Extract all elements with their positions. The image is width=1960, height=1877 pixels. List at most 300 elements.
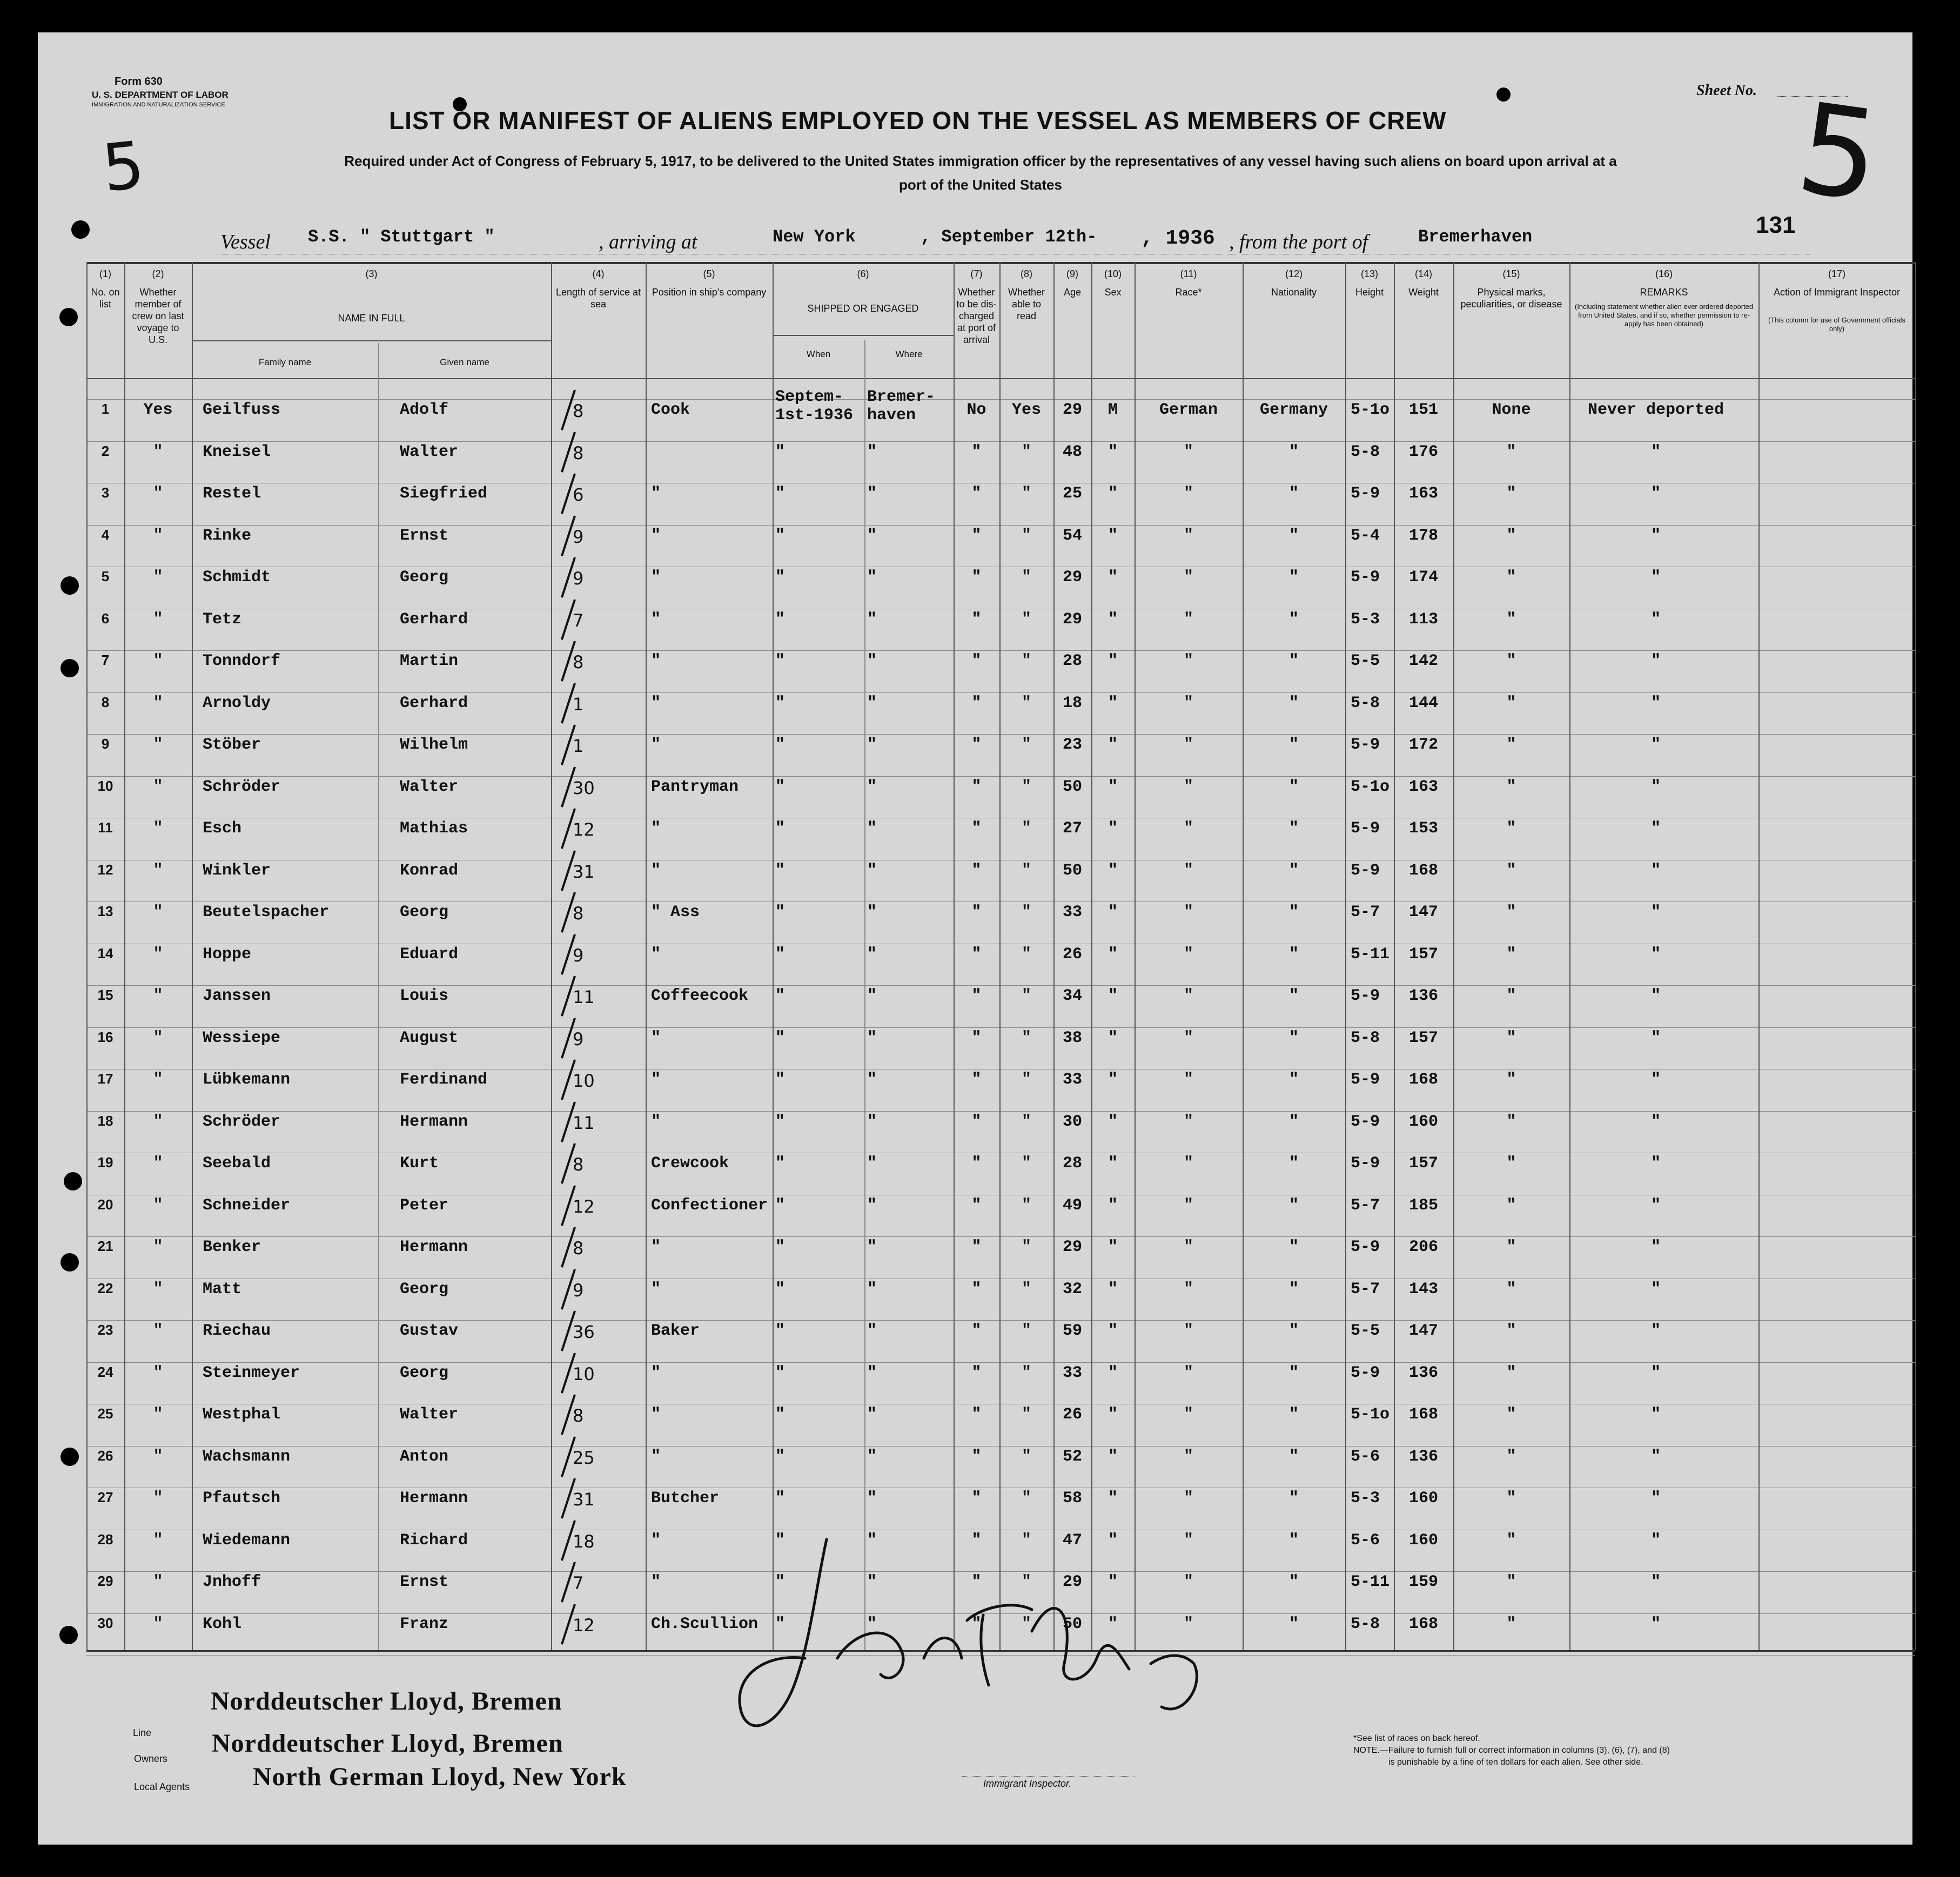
- cell-where: ": [867, 1280, 877, 1299]
- cell-prev: ": [153, 1531, 163, 1550]
- column-header: Height: [1355, 287, 1384, 298]
- cell-nationality: ": [1288, 862, 1299, 880]
- cell-race: ": [1183, 1196, 1193, 1215]
- races-note: *See list of races on back hereof.: [1353, 1734, 1480, 1743]
- cell-age: 34: [1062, 987, 1082, 1005]
- column-rule: [1091, 262, 1092, 1650]
- cell-sex: ": [1107, 1573, 1118, 1591]
- row-rule: [86, 1027, 1915, 1028]
- cell-marks: ": [1506, 1071, 1516, 1089]
- cell-read: ": [1021, 819, 1031, 838]
- cell-weight: 206: [1408, 1238, 1438, 1256]
- cell-prev: ": [153, 485, 163, 503]
- row-rule: [86, 776, 1915, 777]
- cell-age: 48: [1062, 443, 1082, 461]
- column-number: (8): [1021, 268, 1032, 279]
- stamp-agents: North German Lloyd, New York: [253, 1762, 627, 1791]
- column-rule: [1569, 262, 1570, 1650]
- cell-race: ": [1183, 987, 1193, 1005]
- cell-age: 27: [1062, 819, 1082, 838]
- cell-age: 18: [1062, 694, 1082, 712]
- cell-age: 49: [1062, 1196, 1082, 1215]
- cell-age: 47: [1062, 1531, 1082, 1550]
- cell-when: ": [775, 903, 786, 921]
- cell-given: Anton: [400, 1448, 449, 1466]
- cell-family: Schröder: [203, 778, 281, 796]
- cell-race: ": [1183, 610, 1193, 629]
- cell-given: Georg: [400, 568, 449, 587]
- column-number: (10): [1104, 268, 1122, 279]
- cell-where: ": [867, 1489, 877, 1508]
- cell-remarks: ": [1650, 1405, 1661, 1424]
- cell-marks: ": [1506, 1280, 1516, 1299]
- cell-family: Esch: [203, 819, 242, 838]
- cell-prev: ": [153, 1489, 163, 1508]
- cell-service: 12: [573, 1196, 595, 1217]
- cell-read: ": [1021, 610, 1031, 629]
- cell-sex: ": [1107, 736, 1118, 754]
- signature-text: John F. Wright, Insp: [729, 1523, 734, 1524]
- column-rule: [999, 262, 1001, 1650]
- shipped-when-header: When: [806, 349, 831, 359]
- subtitle-line2: port of the United States: [899, 177, 1062, 193]
- cell-marks: ": [1506, 778, 1516, 796]
- subtitle-line1: Required under Act of Congress of February 5, 1917, to be delivered to the United States immigration officer by the representatives of any vessel having such aliens on board upon arrival at a: [344, 153, 1617, 169]
- cell-nationality: ": [1288, 1113, 1299, 1131]
- cell-age: 28: [1062, 652, 1082, 670]
- cell-service: 11: [573, 987, 595, 1007]
- cell-prev: ": [153, 1405, 163, 1424]
- cell-read: ": [1021, 1029, 1031, 1047]
- cell-family: Schneider: [203, 1196, 291, 1215]
- cell-prev: ": [153, 610, 163, 629]
- department-name: U. S. DEPARTMENT OF LABOR: [92, 90, 229, 100]
- arriving-label: , arriving at: [599, 231, 697, 253]
- handwritten-sheet-number-left: 5: [98, 127, 148, 207]
- cell-read: ": [1021, 1489, 1031, 1508]
- cell-when: ": [775, 568, 786, 587]
- cell-no: 14: [97, 945, 113, 961]
- cell-service: 8: [573, 401, 584, 421]
- cell-height: 5-7: [1351, 1280, 1380, 1299]
- cell-when: ": [775, 443, 786, 461]
- cell-when: ": [775, 736, 786, 754]
- cell-service: 8: [573, 1154, 584, 1175]
- action-note: (This column for use of Government officials only): [1768, 316, 1906, 333]
- cell-position: " Ass: [651, 903, 700, 921]
- cell-when: ": [775, 1405, 786, 1424]
- cell-prev: ": [153, 903, 163, 921]
- name-split-rule: [378, 343, 379, 1650]
- cell-position: ": [651, 694, 661, 712]
- cell-position: ": [651, 862, 661, 880]
- cell-position: Crewcook: [651, 1154, 729, 1173]
- cell-nationality: ": [1288, 1029, 1299, 1047]
- cell-marks: None: [1492, 401, 1531, 419]
- inspector-label: Immigrant Inspector.: [983, 1778, 1072, 1789]
- cell-where: ": [867, 987, 877, 1005]
- cell-sex: ": [1107, 527, 1118, 545]
- column-rule: [1394, 262, 1395, 1650]
- cell-family: Arnoldy: [203, 694, 271, 712]
- cell-given: Ernst: [400, 527, 449, 545]
- punch-hole: [61, 576, 79, 595]
- cell-where: ": [867, 527, 877, 545]
- cell-discharge: ": [971, 610, 982, 629]
- cell-read: ": [1021, 1196, 1031, 1215]
- cell-where: ": [867, 1196, 877, 1215]
- cell-no: 25: [97, 1405, 113, 1422]
- cell-race: ": [1183, 1113, 1193, 1131]
- cell-marks: ": [1506, 1238, 1516, 1256]
- cell-sex: ": [1107, 903, 1118, 921]
- fine-note-1: NOTE.—Failure to furnish full or correct information in columns (3), (6), (7), and (8): [1353, 1746, 1670, 1755]
- cell-nationality: ": [1288, 1071, 1299, 1089]
- cell-service: 1: [573, 736, 584, 756]
- cell-age: 50: [1062, 862, 1082, 880]
- cell-prev: ": [153, 652, 163, 670]
- cell-height: 5-9: [1351, 1238, 1380, 1256]
- cell-nationality: Germany: [1259, 401, 1328, 419]
- cell-marks: ": [1506, 652, 1516, 670]
- column-header: Whether able to read: [1008, 287, 1045, 321]
- cell-race: ": [1183, 903, 1193, 921]
- cell-discharge: ": [971, 945, 982, 964]
- column-header: REMARKS: [1640, 287, 1688, 298]
- cell-prev: ": [153, 1071, 163, 1089]
- row-rule: [86, 399, 1915, 400]
- column-number: (12): [1285, 268, 1303, 279]
- cell-position: Cook: [651, 401, 690, 419]
- cell-race: ": [1183, 1489, 1193, 1508]
- cell-marks: ": [1506, 736, 1516, 754]
- cell-position: ": [651, 1029, 661, 1047]
- cell-race: ": [1183, 1573, 1193, 1591]
- cell-discharge: ": [971, 1573, 982, 1591]
- cell-marks: ": [1506, 1615, 1516, 1633]
- cell-remarks: ": [1650, 1489, 1661, 1508]
- cell-given: Ernst: [400, 1573, 449, 1591]
- cell-service: 25: [573, 1448, 595, 1468]
- cell-family: Rinke: [203, 527, 252, 545]
- cell-family: Benker: [203, 1238, 261, 1256]
- cell-no: 18: [97, 1113, 113, 1129]
- cell-weight: 142: [1408, 652, 1438, 670]
- cell-when: ": [775, 987, 786, 1005]
- punch-hole: [59, 1626, 78, 1644]
- cell-when: ": [775, 1322, 786, 1340]
- cell-service: 36: [573, 1322, 595, 1342]
- cell-sex: ": [1107, 1405, 1118, 1424]
- cell-given: Wilhelm: [400, 736, 468, 754]
- cell-when: ": [775, 1573, 786, 1591]
- cell-where: ": [867, 862, 877, 880]
- cell-prev: ": [153, 694, 163, 712]
- cell-sex: ": [1107, 1113, 1118, 1131]
- cell-remarks: ": [1650, 736, 1661, 754]
- cell-read: Yes: [1011, 401, 1041, 419]
- cell-age: 29: [1062, 1238, 1082, 1256]
- column-number: (11): [1180, 268, 1197, 279]
- column-header: Race*: [1175, 287, 1202, 298]
- column-rule: [954, 262, 955, 1650]
- cell-prev: ": [153, 778, 163, 796]
- header-bottom-rule: [86, 378, 1915, 379]
- cell-marks: ": [1506, 1029, 1516, 1047]
- cell-discharge: ": [971, 1196, 982, 1215]
- cell-service: 7: [573, 610, 584, 631]
- column-rule: [1053, 262, 1055, 1650]
- cell-age: 29: [1062, 401, 1082, 419]
- cell-position: ": [651, 652, 661, 670]
- cell-prev: Yes: [143, 401, 173, 419]
- cell-discharge: ": [971, 1531, 982, 1550]
- cell-read: ": [1021, 1238, 1031, 1256]
- column-number: (1): [99, 268, 111, 279]
- cell-given: Eduard: [400, 945, 459, 964]
- cell-no: 11: [98, 819, 113, 836]
- cell-marks: ": [1506, 1448, 1516, 1466]
- column-header: Whether to be dis-charged at port of arrival: [956, 287, 997, 345]
- cell-when: ": [775, 1280, 786, 1299]
- cell-read: ": [1021, 1364, 1031, 1382]
- cell-remarks: ": [1650, 694, 1661, 712]
- handwritten-sheet-number-right: 5: [1789, 76, 1888, 230]
- cell-discharge: ": [971, 1154, 982, 1173]
- given-name-header: Given name: [440, 357, 489, 367]
- cell-no: 5: [101, 568, 110, 584]
- cell-height: 5-8: [1351, 1615, 1380, 1633]
- cell-age: 32: [1062, 1280, 1082, 1299]
- cell-height: 5-9: [1351, 485, 1380, 503]
- cell-service: 1: [573, 694, 584, 715]
- cell-age: 33: [1062, 903, 1082, 921]
- cell-when: ": [775, 694, 786, 712]
- cell-given: Kurt: [400, 1154, 439, 1173]
- column-header: NAME IN FULL: [338, 313, 405, 324]
- cell-given: Adolf: [400, 401, 449, 419]
- cell-sex: ": [1107, 443, 1118, 461]
- cell-sex: ": [1107, 1071, 1118, 1089]
- cell-age: 28: [1062, 1154, 1082, 1173]
- stamp-owners: Norddeutscher Lloyd, Bremen: [212, 1729, 563, 1758]
- cell-nationality: ": [1288, 527, 1299, 545]
- cell-race: ": [1183, 862, 1193, 880]
- cell-no: 15: [97, 987, 113, 1003]
- cell-remarks: ": [1650, 1029, 1661, 1047]
- cell-age: 58: [1062, 1489, 1082, 1508]
- punch-hole: [64, 1172, 82, 1190]
- cell-weight: 159: [1408, 1573, 1438, 1591]
- cell-height: 5-9: [1351, 987, 1380, 1005]
- cell-service: 8: [573, 652, 584, 672]
- cell-given: Gerhard: [400, 610, 468, 629]
- cell-weight: 157: [1408, 1029, 1438, 1047]
- cell-where: ": [867, 568, 877, 587]
- cell-weight: 178: [1408, 527, 1438, 545]
- cell-read: ": [1021, 1405, 1031, 1424]
- cell-remarks: ": [1650, 1113, 1661, 1131]
- cell-position: ": [651, 485, 661, 503]
- cell-where: ": [867, 1238, 877, 1256]
- cell-nationality: ": [1288, 1573, 1299, 1591]
- cell-remarks: ": [1650, 945, 1661, 964]
- cell-prev: ": [153, 443, 163, 461]
- cell-race: ": [1183, 1405, 1193, 1424]
- cell-height: 5-1o: [1351, 778, 1390, 796]
- cell-when: ": [775, 945, 786, 964]
- cell-no: 20: [97, 1196, 113, 1213]
- cell-marks: ": [1506, 610, 1516, 629]
- column-rule: [1758, 262, 1760, 1650]
- cell-no: 23: [97, 1322, 113, 1338]
- from-label: , from the port of: [1229, 231, 1368, 253]
- cell-remarks: ": [1650, 1448, 1661, 1466]
- cell-marks: ": [1506, 527, 1516, 545]
- column-header: No. on list: [91, 287, 120, 310]
- cell-weight: 172: [1408, 736, 1438, 754]
- cell-no: 28: [97, 1531, 113, 1548]
- cell-family: Jnhoff: [203, 1573, 261, 1591]
- cell-family: Kneisel: [203, 443, 271, 461]
- cell-sex: ": [1107, 987, 1118, 1005]
- cell-when: ": [775, 1238, 786, 1256]
- cell-prev: ": [153, 1448, 163, 1466]
- column-number: (15): [1502, 268, 1520, 279]
- cell-age: 26: [1062, 1405, 1082, 1424]
- cell-service: 8: [573, 1238, 584, 1259]
- cell-where: ": [867, 610, 877, 629]
- cell-read: ": [1021, 1113, 1031, 1131]
- cell-nationality: ": [1288, 987, 1299, 1005]
- cell-position: ": [651, 1405, 661, 1424]
- cell-where: ": [867, 1154, 877, 1173]
- cell-remarks: Never deported: [1587, 401, 1724, 419]
- cell-height: 5-6: [1351, 1531, 1380, 1550]
- cell-remarks: ": [1650, 1531, 1661, 1550]
- cell-remarks: ": [1650, 778, 1661, 796]
- cell-position: ": [651, 1113, 661, 1131]
- cell-height: 5-8: [1351, 1029, 1380, 1047]
- column-header: SHIPPED OR ENGAGED: [807, 303, 919, 314]
- agents-label: Local Agents: [134, 1781, 190, 1792]
- cell-given: Martin: [400, 652, 459, 670]
- cell-read: ": [1021, 527, 1031, 545]
- column-number: (9): [1066, 268, 1078, 279]
- cell-prev: ": [153, 1364, 163, 1382]
- column-rule: [1453, 262, 1454, 1650]
- cell-family: Wiedemann: [203, 1531, 291, 1550]
- cell-discharge: ": [971, 987, 982, 1005]
- cell-marks: ": [1506, 485, 1516, 503]
- cell-nationality: ": [1288, 485, 1299, 503]
- cell-race: ": [1183, 1238, 1193, 1256]
- cell-when: ": [775, 1154, 786, 1173]
- cell-nationality: ": [1288, 1154, 1299, 1173]
- cell-position: Confectioner: [651, 1196, 768, 1215]
- cell-age: 29: [1062, 610, 1082, 629]
- column-number: (17): [1828, 268, 1845, 279]
- row-rule: [86, 1236, 1915, 1237]
- cell-nationality: ": [1288, 1280, 1299, 1299]
- cell-weight: 157: [1408, 945, 1438, 964]
- cell-remarks: ": [1650, 903, 1661, 921]
- cell-given: Franz: [400, 1615, 449, 1633]
- column-number: (6): [857, 268, 869, 279]
- cell-weight: 176: [1408, 443, 1438, 461]
- cell-discharge: ": [971, 736, 982, 754]
- cell-when: ": [775, 819, 786, 838]
- cell-nationality: ": [1288, 1196, 1299, 1215]
- cell-marks: ": [1506, 819, 1516, 838]
- cell-remarks: ": [1650, 527, 1661, 545]
- cell-remarks: ": [1650, 1615, 1661, 1633]
- cell-when: ": [775, 1029, 786, 1047]
- cell-family: Pfautsch: [203, 1489, 281, 1508]
- cell-nationality: ": [1288, 652, 1299, 670]
- fine-note-2: is punishable by a fine of ten dollars for each alien. See other side.: [1388, 1758, 1643, 1767]
- row-rule: [86, 734, 1915, 735]
- cell-race: ": [1183, 652, 1193, 670]
- owners-label: Owners: [134, 1753, 168, 1764]
- cell-nationality: ": [1288, 1448, 1299, 1466]
- cell-weight: 168: [1408, 1615, 1438, 1633]
- cell-sex: ": [1107, 1364, 1118, 1382]
- shipped-split-rule: [864, 340, 865, 1650]
- cell-read: ": [1021, 1071, 1031, 1089]
- cell-discharge: ": [971, 778, 982, 796]
- cell-read: ": [1021, 568, 1031, 587]
- cell-age: 50: [1062, 778, 1082, 796]
- cell-weight: 153: [1408, 819, 1438, 838]
- cell-when: ": [775, 1448, 786, 1466]
- cell-discharge: ": [971, 527, 982, 545]
- cell-marks: ": [1506, 568, 1516, 587]
- cell-weight: 157: [1408, 1154, 1438, 1173]
- cell-where: ": [867, 1405, 877, 1424]
- cell-marks: ": [1506, 694, 1516, 712]
- column-number: (7): [970, 268, 983, 279]
- cell-given: Louis: [400, 987, 449, 1005]
- cell-marks: ": [1506, 1113, 1516, 1131]
- cell-family: Restel: [203, 485, 261, 503]
- cell-remarks: ": [1650, 862, 1661, 880]
- cell-age: 59: [1062, 1322, 1082, 1340]
- cell-age: 38: [1062, 1029, 1082, 1047]
- cell-no: 2: [101, 443, 110, 459]
- column-rule: [124, 262, 125, 1650]
- cell-discharge: ": [971, 1322, 982, 1340]
- cell-discharge: ": [971, 819, 982, 838]
- cell-discharge: ": [971, 568, 982, 587]
- cell-position: ": [651, 610, 661, 629]
- cell-when: ": [775, 1489, 786, 1508]
- cell-sex: ": [1107, 694, 1118, 712]
- cell-position: ": [651, 568, 661, 587]
- cell-family: Seebald: [203, 1154, 271, 1173]
- cell-age: 54: [1062, 527, 1082, 545]
- cell-race: ": [1183, 945, 1193, 964]
- cell-height: 5-11: [1351, 1573, 1390, 1591]
- cell-family: Kohl: [203, 1615, 242, 1633]
- cell-where: ": [867, 903, 877, 921]
- cell-discharge: ": [971, 443, 982, 461]
- cell-nationality: ": [1288, 610, 1299, 629]
- cell-height: 5-9: [1351, 736, 1380, 754]
- shipped-where-header: Where: [895, 349, 923, 359]
- cell-marks: ": [1506, 945, 1516, 964]
- cell-weight: 163: [1408, 485, 1438, 503]
